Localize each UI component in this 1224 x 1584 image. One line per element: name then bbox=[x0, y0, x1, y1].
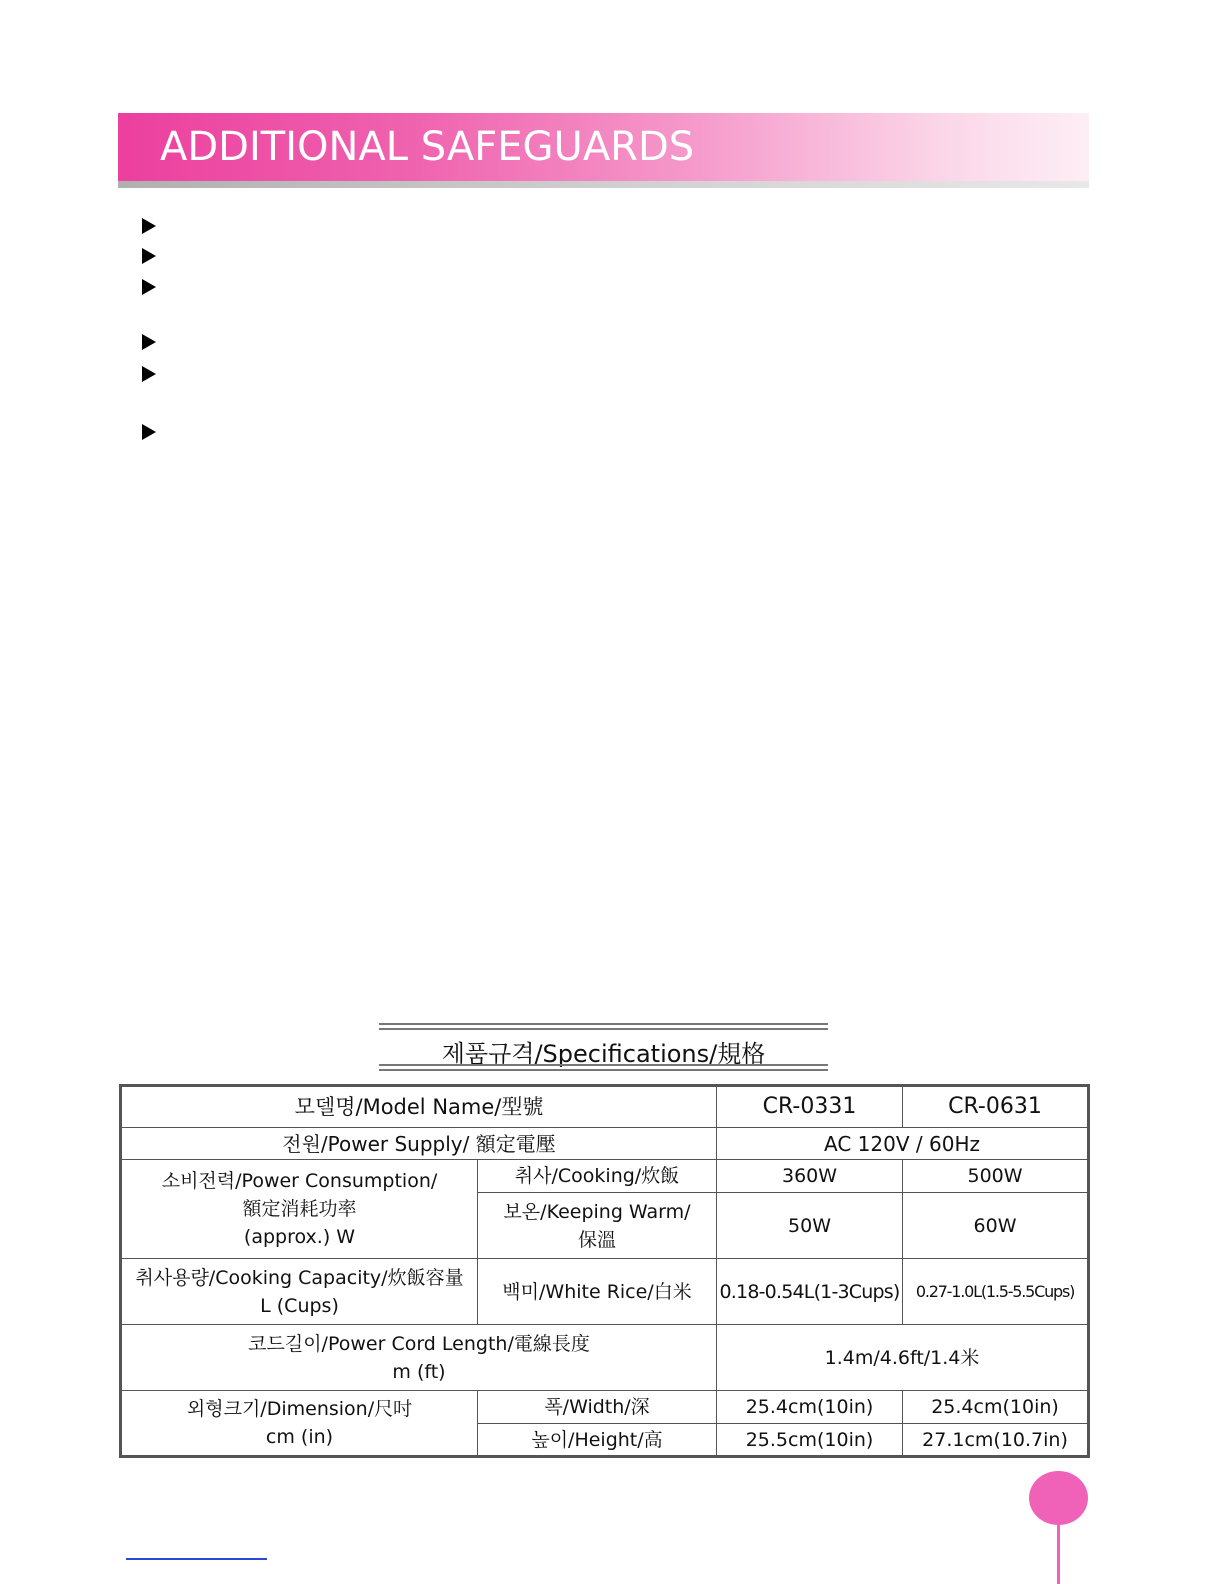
power-consumption-line-2: 額定消耗功率 bbox=[242, 1198, 357, 1220]
dimension-line-1: 외형크기/Dimension/尺吋 bbox=[186, 1398, 413, 1420]
dimension-line-2: cm (in) bbox=[265, 1426, 334, 1448]
power-cord-value: 1.4m/4.6ft/1.4米 bbox=[717, 1325, 1089, 1391]
cooking-value-cr-0631: 500W bbox=[903, 1160, 1089, 1193]
cooking-capacity-line-1: 취사용량/Cooking Capacity/炊飯容量 bbox=[135, 1266, 464, 1289]
width-label: 폭/Width/深 bbox=[478, 1391, 717, 1424]
table-row bbox=[121, 1325, 1089, 1391]
bullet-arrow-icon bbox=[142, 279, 156, 295]
power-cord-line-2: m (ft) bbox=[392, 1360, 446, 1383]
keeping-warm-line-2: 保溫 bbox=[578, 1228, 617, 1251]
spec-title: 제품규격/Specifications/規格 bbox=[441, 1040, 766, 1068]
cooking-capacity-label bbox=[121, 1259, 478, 1325]
keeping-warm-line-1: 보온/Keeping Warm/ bbox=[503, 1200, 691, 1223]
capacity-value-cr-0631: 0.27-1.0L(1.5-5.5Cups) bbox=[903, 1259, 1089, 1325]
table-row bbox=[121, 1128, 1089, 1160]
power-consumption-line-3: (approx.) W bbox=[243, 1226, 356, 1248]
table-row bbox=[121, 1160, 1089, 1193]
dimension-label bbox=[121, 1391, 478, 1457]
footer-rule bbox=[126, 1558, 267, 1560]
page-title: ADDITIONAL SAFEGUARDS bbox=[160, 124, 695, 170]
white-rice-label: 백미/White Rice/白米 bbox=[478, 1259, 717, 1325]
cooking-value-cr-0331: 360W bbox=[717, 1160, 903, 1193]
table-row bbox=[121, 1086, 1089, 1128]
height-value-cr-0631: 27.1cm(10.7in) bbox=[903, 1424, 1089, 1457]
spec-title-rule-top bbox=[379, 1023, 828, 1030]
bullet-arrow-icon bbox=[142, 334, 156, 350]
power-consumption-line-1: 소비전력/Power Consumption/ bbox=[161, 1170, 438, 1192]
bullet-arrow-icon bbox=[142, 218, 156, 234]
table-row bbox=[121, 1391, 1089, 1424]
power-cord-label bbox=[121, 1325, 717, 1391]
bullet-arrow-icon bbox=[142, 366, 156, 382]
model-cr-0331: CR-0331 bbox=[717, 1086, 903, 1128]
cooking-capacity-line-2: L (Cups) bbox=[260, 1294, 339, 1317]
page-marker-stem bbox=[1057, 1524, 1060, 1584]
spec-title-rule-bottom bbox=[379, 1064, 828, 1071]
power-supply-value: AC 120V / 60Hz bbox=[717, 1128, 1089, 1160]
width-value-cr-0631: 25.4cm(10in) bbox=[903, 1391, 1089, 1424]
keeping-warm-label bbox=[478, 1193, 717, 1259]
warm-value-cr-0631: 60W bbox=[903, 1193, 1089, 1259]
model-label: 모델명/Model Name/型號 bbox=[121, 1086, 717, 1128]
capacity-value-cr-0331: 0.18-0.54L(1-3Cups) bbox=[717, 1259, 903, 1325]
bullet-arrow-icon bbox=[142, 248, 156, 264]
table-row bbox=[121, 1259, 1089, 1325]
power-cord-line-1: 코드길이/Power Cord Length/電線長度 bbox=[248, 1332, 590, 1355]
warm-value-cr-0331: 50W bbox=[717, 1193, 903, 1259]
height-label: 높이/Height/高 bbox=[478, 1424, 717, 1457]
header-shadow bbox=[118, 181, 1089, 188]
bullet-arrow-icon bbox=[142, 424, 156, 440]
width-value-cr-0331: 25.4cm(10in) bbox=[717, 1391, 903, 1424]
specifications-table bbox=[119, 1084, 1090, 1458]
cooking-label: 취사/Cooking/炊飯 bbox=[478, 1160, 717, 1193]
page-marker-circle bbox=[1029, 1471, 1088, 1525]
model-cr-0631: CR-0631 bbox=[903, 1086, 1089, 1128]
height-value-cr-0331: 25.5cm(10in) bbox=[717, 1424, 903, 1457]
power-supply-label: 전원/Power Supply/ 額定電壓 bbox=[121, 1128, 717, 1160]
power-consumption-label bbox=[121, 1160, 478, 1259]
